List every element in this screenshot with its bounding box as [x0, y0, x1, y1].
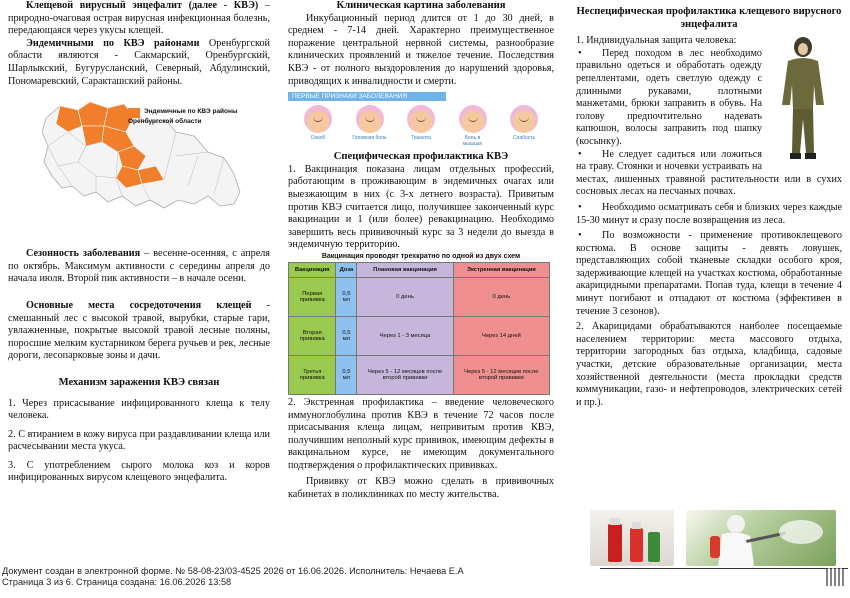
table-cell: Третья прививка: [289, 355, 336, 394]
endemic-list: Оренбургской области являются - Сакмарский, Оренбургский, Шарлыкский, Бугурусланский, Северный, Абдулинский, Пономаревский, Саракташский районы.: [8, 37, 270, 87]
footer-divider: [600, 568, 848, 569]
vaccination-table-title: Вакцинация проводят трехкратно по одной из двух схем: [321, 252, 521, 260]
symptom-muscle-pain: Боль в мышцах: [455, 105, 491, 147]
item1-title: 1. Индивидуальная защита человека:: [576, 35, 737, 47]
endemic-map: [8, 92, 270, 242]
vaccination-place-text: Прививку от КВЭ можно сделать в прививочных кабинетах в поликлиниках по месту жительства.: [288, 476, 554, 501]
table-cell: 0 день: [357, 277, 453, 316]
table-header: Вакцинация: [289, 262, 336, 277]
column-left: [8, 0, 270, 566]
intro-paragraph: [8, 0, 270, 38]
table-cell: 0,5 мл: [336, 355, 357, 394]
specific-prophylaxis-text: 1. Вакцинация показана лицам отдельных профессий, работающим в проживающим в эндемичных очагах или выезжающим в них (с 3-х летнего возраста). Привитым против КВЭ считается лицо, получившее законченный курс вакцинации и 1 (или более) ревакцинацию. Необходимо завершить весь прививочный курс за 3 недели до выезда в эндемичную территорию.: [288, 163, 554, 251]
intro-term: Клещевой вирусный энцефалит (далее - КВЭ): [26, 0, 259, 11]
photo-strip: [576, 510, 842, 566]
table-header: Доза: [336, 262, 357, 277]
table-row: [289, 277, 550, 316]
table-row: [289, 355, 550, 394]
season-text: – весенне-осенняя, с апреля по октябрь. Максимум активности с середины апреля до начала июля. Второй пик активности – в начале осени.: [8, 248, 270, 285]
nonspecific-title: Неспецифическая профилактика клещевого вирусного энцефалита: [576, 6, 842, 30]
bullet-suit: • По возможности - применение противоклещевого костюма. В основе защиты - девять ловушек, представляющих собой тканевые складки особого кроя, задерживающие клещей на участках костюма, обработанные акарицидными препаратами. Попав туда, клещи в течение 4 минут погибают и отпадают от костюма (эффективен в течение 3 сезонов).: [576, 230, 842, 318]
endemic-term: Эндемичными по КВЭ районами: [26, 37, 200, 49]
footer-page-info: Страница 3 из 6. Страница создана: 16.06.2026 13:58: [2, 577, 232, 587]
bullet-grass: • Не следует садиться или ложиться на траву. Стоянки и ночевки устраивать на местах, лишенных травяной растительности или в сухих сосновых лесах на песчаных почвах.: [576, 149, 842, 199]
mechanism-item-3: 3. С употреблением сырого молока коз и коров инфицированных вирусом клещевого энцефалита.: [8, 459, 270, 484]
clinic-title: Клиническая картина заболевания: [336, 0, 506, 11]
clinic-text: Инкубационный период длится от 1 до 30 дней, в среднем - 7-14 дней. Характерно преимущественное поражение центральной нервной системы, разнообразие клинических проявлений и тяжелое течение. Последствия КВЭ - от полного выздоровления до нарушений здоровья, приводящих к инвалидности и смерти.: [288, 12, 554, 87]
region-buguruslan: [78, 102, 108, 126]
map-legend: [128, 108, 258, 126]
vaccination-table: [288, 262, 550, 395]
table-header: Плановая вакцинация: [357, 262, 453, 277]
table-cell: Через 14 дней: [453, 316, 549, 355]
repellent-cans-photo: [590, 510, 674, 566]
symptom-headache: Головная боль: [352, 105, 388, 147]
intro-definition: – природно-очаговая острая вирусная инфекционная болезнь, передающаяся через укусы клещей.: [8, 0, 270, 37]
muscle-pain-icon: [459, 105, 487, 133]
table-cell: Вторая прививка: [289, 316, 336, 355]
footer-document-info: Документ создан в электронной форме. № 58-08-23/03-4525 2026 от 16.06.2026. Исполнитель: Нечаева Е.А: [2, 566, 464, 576]
places-text: - смешанный лес с высокой травой, вырубки, старые гари, увлажненные, покрытые высокой травой лесные поляны, поросшие мелким кустарником берега ручьев и рек, лесные дороги, лесопарковые зоны и дачи.: [8, 299, 270, 362]
symptom-nausea: Тошнота: [403, 105, 439, 147]
symptoms-banner: ПЕРВЫЕ ПРИЗНАКИ ЗАБОЛЕВАНИЯ: [288, 92, 446, 101]
table-header-row: [289, 262, 550, 277]
weakness-icon: [510, 105, 538, 133]
places-term: Основные места сосредоточения клещей: [26, 299, 252, 311]
season-paragraph: [8, 248, 270, 286]
document-footer: [0, 566, 850, 598]
bullet-inspection: • Необходимо осматривать себя и близких через каждые 15-30 минут и сразу после возвращения из леса.: [576, 202, 842, 227]
table-cell: Через 5 - 12 месяцев после второй прививки: [357, 355, 453, 394]
item2-acaricides: 2. Акарицидами обрабатываются наиболее посещаемые населением территории: места массового отдыха, территории загородных баз отдыха, кладбища, садовые участки, детские образовательные организации, места хозяйственной деятельности (места прокладки средств коммуникации, газо- и нефтепроводов, электрических сетей и пр.).: [576, 321, 842, 408]
symptom-weakness: Слабость: [506, 105, 542, 147]
endemic-paragraph: [8, 38, 270, 88]
table-cell: 0 день: [453, 277, 549, 316]
symptoms-row: [288, 105, 554, 147]
table-cell: Через 5 - 12 месяцев после второй прививки: [453, 355, 549, 394]
column-middle: [288, 0, 554, 566]
specific-prophylaxis-title: Специфическая профилактика КВЭ: [333, 151, 509, 163]
emergency-prophylaxis-text: 2. Экстренная профилактика – введение человеческого иммуноглобулина против КВЭ в течение 72 часов после присасывания клеща лицам, непривитым против КВЭ, получившим неполный курс прививок, имеющим дефекты в вакцинальном курсе, не имеющим документального подтверждения о профилактических прививках.: [288, 396, 554, 471]
symptoms-block: [288, 92, 554, 147]
table-cell: Первая прививка: [289, 277, 336, 316]
symptom-chills: Озноб: [300, 105, 336, 147]
mechanism-item-1: 1. Через присасывание инфицированного клеща к телу человека.: [8, 397, 270, 422]
table-cell: 0,5 мл: [336, 277, 357, 316]
places-paragraph: [8, 300, 270, 363]
legend-label: Эндемичные по КВЭ районы Оренбургской области: [128, 108, 238, 126]
table-cell: Через 1 - 3 месяца: [357, 316, 453, 355]
bullet-clothing: • Перед походом в лес необходимо правильно одеться и обработать одежду репеллентами, одеть светлую одежду с длинными рукавами, плотными манжетами, брюки заправить в обувь. На голову предпочтительно надевать капюшон, волосы заправить под шапку (косынку).: [576, 48, 842, 149]
table-header: Экстренная вакцинация: [453, 262, 549, 277]
headache-icon: [356, 105, 384, 133]
season-term: Сезонность заболевания: [26, 248, 141, 260]
nausea-icon: [407, 105, 435, 133]
table-row: [289, 316, 550, 355]
chills-icon: [304, 105, 332, 133]
column-right: [576, 0, 842, 566]
acaricide-treatment-photo: [686, 510, 836, 566]
mechanism-title: Механизм заражения КВЭ связан: [58, 376, 220, 388]
mechanism-item-2: 2. С втиранием в кожу вируса при раздавливании клеща или расчесывании места укуса.: [8, 428, 270, 453]
table-cell: 0,5 мл: [336, 316, 357, 355]
qr-code-icon: [826, 568, 844, 586]
legend-swatch: [128, 108, 140, 118]
